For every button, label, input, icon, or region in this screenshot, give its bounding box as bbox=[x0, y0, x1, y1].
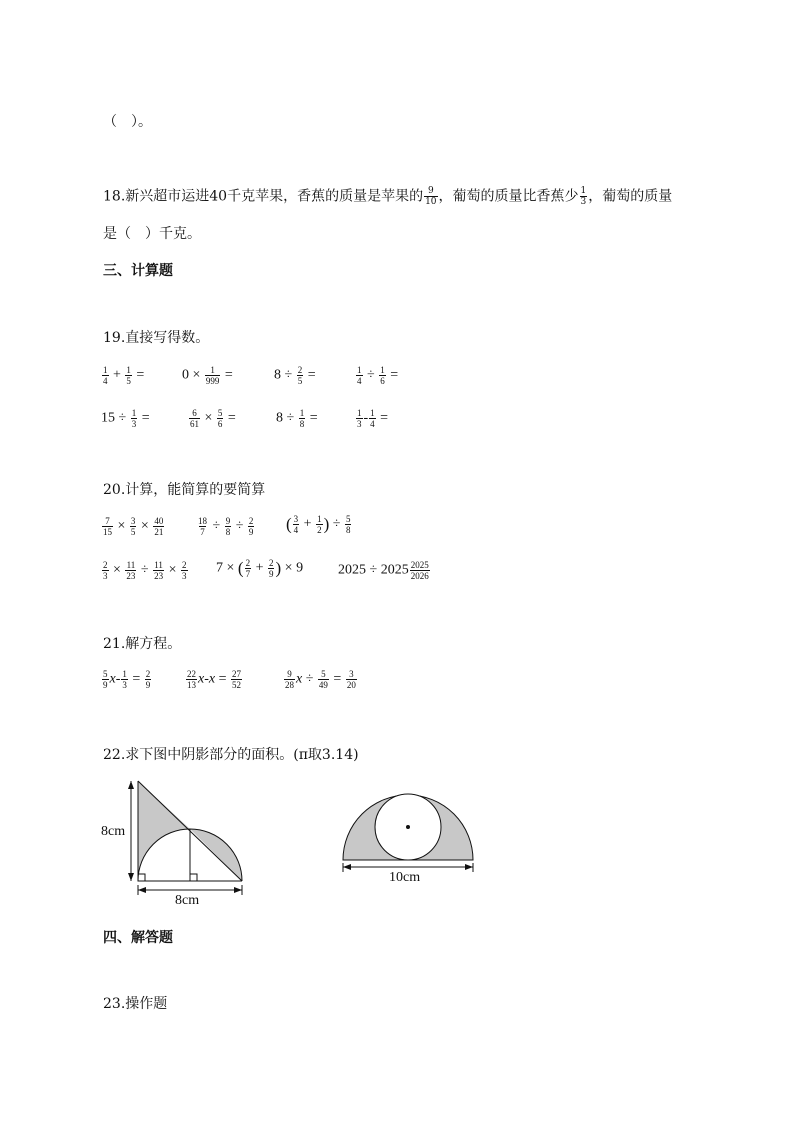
q21-title: 21.解方程。 bbox=[103, 636, 182, 652]
center-dot bbox=[406, 825, 410, 829]
question-18 bbox=[103, 186, 672, 207]
width-label: 10cm bbox=[389, 870, 421, 885]
arrow-right-icon bbox=[465, 864, 473, 870]
height-label: 8cm bbox=[101, 824, 126, 839]
fraction: $\frac{1}{3}$ bbox=[580, 186, 587, 207]
q19-expr-6: $\frac{6}{61}$ × $\frac{5}{6}$ = bbox=[190, 408, 236, 429]
q19-expr-1: $\frac{1}{4}$ + $\frac{1}{5}$ = bbox=[103, 365, 145, 386]
q22-title-text: 22.求下图中阴影部分的面积。 bbox=[103, 747, 294, 763]
q17-tail: （ ）。 bbox=[103, 114, 152, 130]
base-label: 8cm bbox=[175, 893, 200, 908]
q19-expr-2: 0 × $\frac{1}{999}$ = bbox=[182, 365, 233, 386]
q20-expr-2: $\frac{18}{7}$ ÷ $\frac{9}{8}$ ÷ $\frac{2}{9}$ bbox=[198, 516, 254, 537]
q19-expr-7: 8 ÷ $\frac{1}{8}$ = bbox=[276, 408, 318, 429]
q20-expr-4: $\frac{2}{3}$ × $\frac{11}{23}$ ÷ $\frac{11}{23}$ × $\frac{2}{3}$ bbox=[103, 560, 187, 581]
arrow-right-icon bbox=[234, 887, 242, 893]
arrow-left-icon bbox=[138, 887, 146, 893]
q18-suffix: ，葡萄的质量 bbox=[588, 188, 673, 205]
q21-equation-1: $\frac{5}{9}$ x- $\frac{1}{3}$ = $\frac{2}{9}$ bbox=[103, 669, 151, 690]
q20-expr-6: 2025 ÷ 2025 $\frac{2025}{2026}$ bbox=[338, 560, 429, 581]
q19-expr-4: $\frac{1}{4}$ ÷ $\frac{1}{6}$ = bbox=[357, 365, 399, 386]
section-4-heading: 四、解答题 bbox=[103, 930, 173, 946]
q20-expr-5: 7 × ( $\frac{2}{7}$ + $\frac{2}{9}$ ) × 9 bbox=[216, 558, 304, 579]
q19-expr-5: 15 ÷ $\frac{1}{3}$ = bbox=[101, 408, 150, 429]
fraction: $\frac{9}{10}$ bbox=[425, 186, 437, 207]
q19-title: 19.直接写得数。 bbox=[103, 330, 210, 346]
q22-title bbox=[103, 745, 359, 765]
q18-middle: ，葡萄的质量比香蕉少 bbox=[438, 188, 579, 205]
q21-equation-3: $\frac{9}{28}$ x ÷ $\frac{5}{49}$ = $\frac{3}{20}$ bbox=[285, 669, 356, 690]
q19-expr-3: 8 ÷ $\frac{2}{5}$ = bbox=[274, 365, 316, 386]
q20-expr-3: ( $\frac{3}{4}$ + $\frac{1}{2}$ ) ÷ $\frac{5}{8}$ bbox=[286, 514, 351, 535]
q20-expr-1: $\frac{7}{15}$ × $\frac{3}{5}$ × $\frac{40}{21}$ bbox=[103, 516, 164, 537]
figure-semicircle-circle bbox=[335, 785, 485, 890]
q22-pi-note: (π取3.14) bbox=[293, 747, 359, 763]
section-3-heading: 三、计算题 bbox=[103, 263, 173, 279]
q20-title: 20.计算，能简算的要简算 bbox=[103, 482, 266, 498]
q23-title: 23.操作题 bbox=[103, 996, 168, 1012]
q19-expr-8: $\frac{1}{3}$ - $\frac{1}{4}$ = bbox=[357, 408, 389, 429]
q18-prefix: 18.新兴超市运进40千克苹果，香蕉的质量是苹果的 bbox=[103, 188, 424, 205]
arrow-left-icon bbox=[343, 864, 351, 870]
arrow-down-icon bbox=[128, 873, 134, 881]
q21-equation-2: $\frac{22}{13}$ x-x = $\frac{27}{52}$ bbox=[187, 669, 242, 690]
figure-triangle-semicircle bbox=[95, 770, 265, 910]
arrow-up-icon bbox=[128, 781, 134, 789]
q18-line2: 是（ ）千克。 bbox=[103, 226, 201, 242]
